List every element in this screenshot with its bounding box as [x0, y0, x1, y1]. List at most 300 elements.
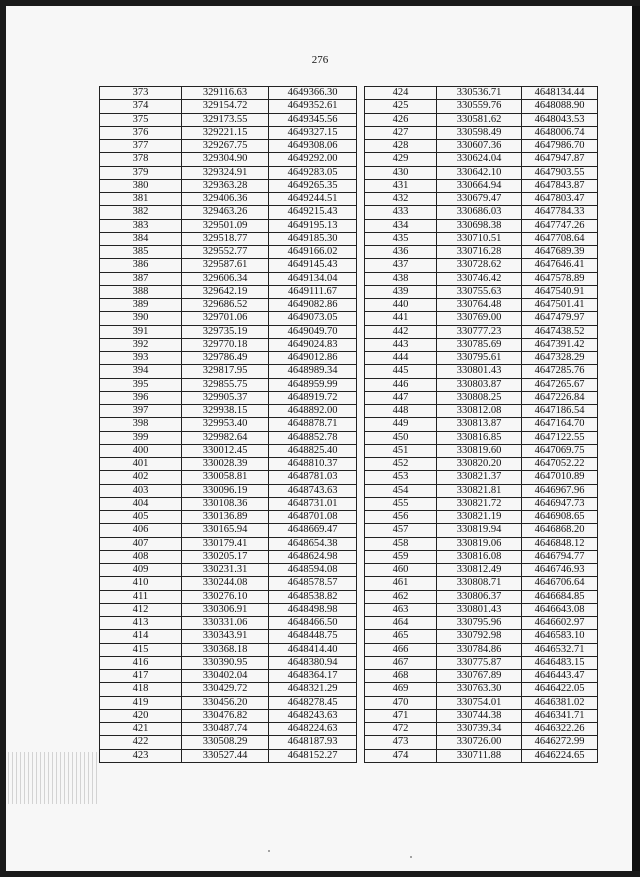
left-x-coordinate: 330487.74 [182, 723, 269, 736]
right-point-number: 474 [365, 749, 437, 762]
right-y-coordinate: 4647122.55 [522, 431, 598, 444]
column-gap [357, 140, 365, 153]
left-point-number: 383 [100, 219, 182, 232]
left-y-coordinate: 4649134.04 [269, 272, 357, 285]
right-y-coordinate: 4647285.76 [522, 365, 598, 378]
right-y-coordinate: 4647226.84 [522, 391, 598, 404]
right-x-coordinate: 330711.88 [437, 749, 522, 762]
table-row [100, 537, 598, 550]
right-y-coordinate: 4647052.22 [522, 458, 598, 471]
right-point-number: 440 [365, 299, 437, 312]
right-point-number: 468 [365, 670, 437, 683]
right-y-coordinate: 4646381.02 [522, 696, 598, 709]
right-point-number: 457 [365, 524, 437, 537]
right-point-number: 444 [365, 352, 437, 365]
left-point-number: 413 [100, 617, 182, 630]
left-y-coordinate: 4648959.99 [269, 378, 357, 391]
right-y-coordinate: 4647903.55 [522, 166, 598, 179]
left-point-number: 403 [100, 484, 182, 497]
column-gap [357, 391, 365, 404]
left-x-coordinate: 329855.75 [182, 378, 269, 391]
left-y-coordinate: 4648654.38 [269, 537, 357, 550]
right-point-number: 437 [365, 259, 437, 272]
right-y-coordinate: 4646483.15 [522, 656, 598, 669]
left-x-coordinate: 330456.20 [182, 696, 269, 709]
scan-border-right [632, 0, 640, 877]
right-y-coordinate: 4647784.33 [522, 206, 598, 219]
table-row [100, 179, 598, 192]
scan-border-bottom [0, 871, 640, 877]
right-x-coordinate: 330801.43 [437, 603, 522, 616]
right-x-coordinate: 330746.42 [437, 272, 522, 285]
left-x-coordinate: 329735.19 [182, 325, 269, 338]
left-point-number: 381 [100, 193, 182, 206]
column-gap [357, 444, 365, 457]
left-x-coordinate: 329304.90 [182, 153, 269, 166]
left-y-coordinate: 4649145.43 [269, 259, 357, 272]
table-row [100, 550, 598, 563]
right-point-number: 436 [365, 246, 437, 259]
right-x-coordinate: 330784.86 [437, 643, 522, 656]
right-point-number: 458 [365, 537, 437, 550]
left-x-coordinate: 329154.72 [182, 100, 269, 113]
left-x-coordinate: 329938.15 [182, 405, 269, 418]
left-point-number: 377 [100, 140, 182, 153]
left-y-coordinate: 4649024.83 [269, 338, 357, 351]
right-x-coordinate: 330813.87 [437, 418, 522, 431]
right-y-coordinate: 4647164.70 [522, 418, 598, 431]
right-y-coordinate: 4647947.87 [522, 153, 598, 166]
left-x-coordinate: 330368.18 [182, 643, 269, 656]
left-y-coordinate: 4648278.45 [269, 696, 357, 709]
right-y-coordinate: 4646706.64 [522, 577, 598, 590]
right-x-coordinate: 330642.10 [437, 166, 522, 179]
left-y-coordinate: 4648878.71 [269, 418, 357, 431]
right-x-coordinate: 330754.01 [437, 696, 522, 709]
right-x-coordinate: 330808.25 [437, 391, 522, 404]
left-point-number: 397 [100, 405, 182, 418]
left-x-coordinate: 330276.10 [182, 590, 269, 603]
left-y-coordinate: 4648594.08 [269, 564, 357, 577]
left-x-coordinate: 329116.63 [182, 87, 269, 100]
right-x-coordinate: 330795.61 [437, 352, 522, 365]
right-y-coordinate: 4647708.64 [522, 232, 598, 245]
coordinate-table-body [100, 87, 598, 763]
right-y-coordinate: 4647328.29 [522, 352, 598, 365]
left-point-number: 407 [100, 537, 182, 550]
right-x-coordinate: 330820.20 [437, 458, 522, 471]
right-point-number: 462 [365, 590, 437, 603]
right-point-number: 460 [365, 564, 437, 577]
right-x-coordinate: 330812.49 [437, 564, 522, 577]
left-x-coordinate: 329501.09 [182, 219, 269, 232]
right-x-coordinate: 330819.60 [437, 444, 522, 457]
left-y-coordinate: 4649215.43 [269, 206, 357, 219]
left-x-coordinate: 330343.91 [182, 630, 269, 643]
left-y-coordinate: 4649265.35 [269, 179, 357, 192]
left-y-coordinate: 4649012.86 [269, 352, 357, 365]
left-point-number: 395 [100, 378, 182, 391]
left-y-coordinate: 4648852.78 [269, 431, 357, 444]
table-row [100, 630, 598, 643]
column-gap [357, 577, 365, 590]
right-point-number: 433 [365, 206, 437, 219]
left-point-number: 401 [100, 458, 182, 471]
table-row [100, 100, 598, 113]
column-gap [357, 100, 365, 113]
table-row [100, 564, 598, 577]
column-gap [357, 736, 365, 749]
right-x-coordinate: 330812.08 [437, 405, 522, 418]
right-y-coordinate: 4646422.05 [522, 683, 598, 696]
right-y-coordinate: 4646746.93 [522, 564, 598, 577]
column-gap [357, 497, 365, 510]
left-point-number: 373 [100, 87, 182, 100]
left-x-coordinate: 329406.36 [182, 193, 269, 206]
table-row [100, 444, 598, 457]
left-point-number: 402 [100, 471, 182, 484]
column-gap [357, 325, 365, 338]
right-point-number: 435 [365, 232, 437, 245]
left-point-number: 408 [100, 550, 182, 563]
left-point-number: 420 [100, 709, 182, 722]
column-gap [357, 365, 365, 378]
column-gap [357, 126, 365, 139]
left-point-number: 421 [100, 723, 182, 736]
left-y-coordinate: 4649308.06 [269, 140, 357, 153]
right-point-number: 441 [365, 312, 437, 325]
left-y-coordinate: 4648578.57 [269, 577, 357, 590]
table-row [100, 166, 598, 179]
right-point-number: 425 [365, 100, 437, 113]
right-y-coordinate: 4646868.20 [522, 524, 598, 537]
left-y-coordinate: 4648781.03 [269, 471, 357, 484]
left-y-coordinate: 4648243.63 [269, 709, 357, 722]
right-y-coordinate: 4647843.87 [522, 179, 598, 192]
left-y-coordinate: 4648380.94 [269, 656, 357, 669]
table-row [100, 670, 598, 683]
table-row [100, 418, 598, 431]
table-row [100, 577, 598, 590]
right-x-coordinate: 330679.47 [437, 193, 522, 206]
left-x-coordinate: 330390.95 [182, 656, 269, 669]
left-x-coordinate: 329817.95 [182, 365, 269, 378]
left-point-number: 398 [100, 418, 182, 431]
left-y-coordinate: 4648321.29 [269, 683, 357, 696]
table-row [100, 484, 598, 497]
right-y-coordinate: 4647069.75 [522, 444, 598, 457]
table-row [100, 126, 598, 139]
left-point-number: 387 [100, 272, 182, 285]
left-x-coordinate: 330508.29 [182, 736, 269, 749]
column-gap [357, 87, 365, 100]
right-x-coordinate: 330792.98 [437, 630, 522, 643]
table-row [100, 232, 598, 245]
right-point-number: 472 [365, 723, 437, 736]
left-y-coordinate: 4648810.37 [269, 458, 357, 471]
left-y-coordinate: 4648731.01 [269, 497, 357, 510]
column-gap [357, 656, 365, 669]
coordinate-table [99, 86, 598, 763]
left-y-coordinate: 4648364.17 [269, 670, 357, 683]
right-x-coordinate: 330739.34 [437, 723, 522, 736]
left-x-coordinate: 329606.34 [182, 272, 269, 285]
column-gap [357, 431, 365, 444]
left-x-coordinate: 329552.77 [182, 246, 269, 259]
right-x-coordinate: 330698.38 [437, 219, 522, 232]
column-gap [357, 683, 365, 696]
right-point-number: 431 [365, 179, 437, 192]
right-x-coordinate: 330775.87 [437, 656, 522, 669]
right-x-coordinate: 330821.81 [437, 484, 522, 497]
right-y-coordinate: 4647501.41 [522, 299, 598, 312]
left-x-coordinate: 330205.17 [182, 550, 269, 563]
left-y-coordinate: 4649195.13 [269, 219, 357, 232]
right-y-coordinate: 4647803.47 [522, 193, 598, 206]
right-point-number: 429 [365, 153, 437, 166]
right-y-coordinate: 4647265.67 [522, 378, 598, 391]
left-x-coordinate: 329587.61 [182, 259, 269, 272]
right-y-coordinate: 4646602.97 [522, 617, 598, 630]
left-point-number: 389 [100, 299, 182, 312]
left-x-coordinate: 329701.06 [182, 312, 269, 325]
left-y-coordinate: 4648624.98 [269, 550, 357, 563]
left-x-coordinate: 329642.19 [182, 285, 269, 298]
left-x-coordinate: 329905.37 [182, 391, 269, 404]
right-x-coordinate: 330819.06 [437, 537, 522, 550]
left-point-number: 405 [100, 511, 182, 524]
right-point-number: 438 [365, 272, 437, 285]
right-point-number: 450 [365, 431, 437, 444]
right-x-coordinate: 330821.72 [437, 497, 522, 510]
left-x-coordinate: 330096.19 [182, 484, 269, 497]
column-gap [357, 193, 365, 206]
column-gap [357, 484, 365, 497]
right-y-coordinate: 4647689.39 [522, 246, 598, 259]
right-x-coordinate: 330801.43 [437, 365, 522, 378]
right-point-number: 456 [365, 511, 437, 524]
right-x-coordinate: 330803.87 [437, 378, 522, 391]
left-point-number: 390 [100, 312, 182, 325]
left-x-coordinate: 330244.08 [182, 577, 269, 590]
left-point-number: 384 [100, 232, 182, 245]
left-point-number: 396 [100, 391, 182, 404]
right-x-coordinate: 330686.03 [437, 206, 522, 219]
table-row [100, 285, 598, 298]
table-row [100, 299, 598, 312]
table-row [100, 193, 598, 206]
right-point-number: 459 [365, 550, 437, 563]
table-row [100, 259, 598, 272]
left-point-number: 412 [100, 603, 182, 616]
right-y-coordinate: 4647438.52 [522, 325, 598, 338]
left-y-coordinate: 4649345.56 [269, 113, 357, 126]
left-y-coordinate: 4648919.72 [269, 391, 357, 404]
right-x-coordinate: 330821.19 [437, 511, 522, 524]
left-point-number: 386 [100, 259, 182, 272]
column-gap [357, 471, 365, 484]
right-x-coordinate: 330598.49 [437, 126, 522, 139]
left-y-coordinate: 4648224.63 [269, 723, 357, 736]
right-point-number: 448 [365, 405, 437, 418]
right-x-coordinate: 330764.48 [437, 299, 522, 312]
left-y-coordinate: 4649082.86 [269, 299, 357, 312]
left-y-coordinate: 4648701.08 [269, 511, 357, 524]
left-y-coordinate: 4648989.34 [269, 365, 357, 378]
right-y-coordinate: 4646224.65 [522, 749, 598, 762]
left-y-coordinate: 4649366.30 [269, 87, 357, 100]
right-point-number: 430 [365, 166, 437, 179]
right-x-coordinate: 330785.69 [437, 338, 522, 351]
left-point-number: 404 [100, 497, 182, 510]
right-x-coordinate: 330821.37 [437, 471, 522, 484]
right-point-number: 424 [365, 87, 437, 100]
table-row [100, 312, 598, 325]
left-point-number: 417 [100, 670, 182, 683]
right-point-number: 471 [365, 709, 437, 722]
left-point-number: 423 [100, 749, 182, 762]
left-x-coordinate: 330108.36 [182, 497, 269, 510]
left-y-coordinate: 4648743.63 [269, 484, 357, 497]
left-point-number: 422 [100, 736, 182, 749]
right-y-coordinate: 4647646.41 [522, 259, 598, 272]
table-row [100, 471, 598, 484]
right-point-number: 473 [365, 736, 437, 749]
right-point-number: 470 [365, 696, 437, 709]
right-x-coordinate: 330767.89 [437, 670, 522, 683]
table-row [100, 709, 598, 722]
left-point-number: 406 [100, 524, 182, 537]
left-point-number: 388 [100, 285, 182, 298]
left-y-coordinate: 4648414.40 [269, 643, 357, 656]
right-x-coordinate: 330769.00 [437, 312, 522, 325]
right-point-number: 466 [365, 643, 437, 656]
left-y-coordinate: 4649111.67 [269, 285, 357, 298]
column-gap [357, 643, 365, 656]
right-point-number: 449 [365, 418, 437, 431]
right-x-coordinate: 330559.76 [437, 100, 522, 113]
right-point-number: 465 [365, 630, 437, 643]
right-y-coordinate: 4646341.71 [522, 709, 598, 722]
column-gap [357, 723, 365, 736]
column-gap [357, 749, 365, 762]
right-y-coordinate: 4647010.89 [522, 471, 598, 484]
left-y-coordinate: 4648152.27 [269, 749, 357, 762]
right-point-number: 461 [365, 577, 437, 590]
left-y-coordinate: 4649292.00 [269, 153, 357, 166]
right-point-number: 434 [365, 219, 437, 232]
right-point-number: 451 [365, 444, 437, 457]
right-y-coordinate: 4646947.73 [522, 497, 598, 510]
column-gap [357, 166, 365, 179]
left-point-number: 410 [100, 577, 182, 590]
column-gap [357, 511, 365, 524]
left-y-coordinate: 4649244.51 [269, 193, 357, 206]
left-y-coordinate: 4648538.82 [269, 590, 357, 603]
left-x-coordinate: 329173.55 [182, 113, 269, 126]
left-y-coordinate: 4649352.61 [269, 100, 357, 113]
right-x-coordinate: 330777.23 [437, 325, 522, 338]
left-x-coordinate: 330012.45 [182, 444, 269, 457]
left-point-number: 382 [100, 206, 182, 219]
column-gap [357, 564, 365, 577]
right-x-coordinate: 330581.62 [437, 113, 522, 126]
right-y-coordinate: 4646532.71 [522, 643, 598, 656]
column-gap [357, 312, 365, 325]
table-row [100, 113, 598, 126]
column-gap [357, 113, 365, 126]
column-gap [357, 696, 365, 709]
column-gap [357, 206, 365, 219]
left-x-coordinate: 330476.82 [182, 709, 269, 722]
left-y-coordinate: 4648448.75 [269, 630, 357, 643]
scan-border-top [0, 0, 640, 6]
table-row [100, 736, 598, 749]
table-row [100, 431, 598, 444]
left-y-coordinate: 4649049.70 [269, 325, 357, 338]
right-y-coordinate: 4646443.47 [522, 670, 598, 683]
table-row [100, 378, 598, 391]
right-point-number: 426 [365, 113, 437, 126]
table-row [100, 272, 598, 285]
right-point-number: 445 [365, 365, 437, 378]
right-y-coordinate: 4647578.89 [522, 272, 598, 285]
right-x-coordinate: 330624.04 [437, 153, 522, 166]
left-point-number: 380 [100, 179, 182, 192]
right-y-coordinate: 4646684.85 [522, 590, 598, 603]
table-row [100, 603, 598, 616]
table-row [100, 656, 598, 669]
right-x-coordinate: 330816.85 [437, 431, 522, 444]
column-gap [357, 630, 365, 643]
left-x-coordinate: 330179.41 [182, 537, 269, 550]
left-point-number: 379 [100, 166, 182, 179]
table-row [100, 643, 598, 656]
right-y-coordinate: 4647391.42 [522, 338, 598, 351]
left-x-coordinate: 330028.39 [182, 458, 269, 471]
left-point-number: 394 [100, 365, 182, 378]
right-point-number: 453 [365, 471, 437, 484]
left-point-number: 392 [100, 338, 182, 351]
left-x-coordinate: 329518.77 [182, 232, 269, 245]
table-row [100, 219, 598, 232]
left-point-number: 418 [100, 683, 182, 696]
right-y-coordinate: 4648088.90 [522, 100, 598, 113]
column-gap [357, 378, 365, 391]
column-gap [357, 338, 365, 351]
left-x-coordinate: 330306.91 [182, 603, 269, 616]
right-y-coordinate: 4648043.53 [522, 113, 598, 126]
table-row [100, 352, 598, 365]
left-point-number: 419 [100, 696, 182, 709]
right-x-coordinate: 330763.30 [437, 683, 522, 696]
left-y-coordinate: 4649073.05 [269, 312, 357, 325]
right-point-number: 452 [365, 458, 437, 471]
left-x-coordinate: 330429.72 [182, 683, 269, 696]
table-row [100, 140, 598, 153]
column-gap [357, 550, 365, 563]
left-point-number: 400 [100, 444, 182, 457]
right-y-coordinate: 4646272.99 [522, 736, 598, 749]
left-point-number: 376 [100, 126, 182, 139]
left-point-number: 375 [100, 113, 182, 126]
left-point-number: 393 [100, 352, 182, 365]
column-gap [357, 259, 365, 272]
right-point-number: 427 [365, 126, 437, 139]
right-x-coordinate: 330728.62 [437, 259, 522, 272]
table-row [100, 246, 598, 259]
left-point-number: 399 [100, 431, 182, 444]
